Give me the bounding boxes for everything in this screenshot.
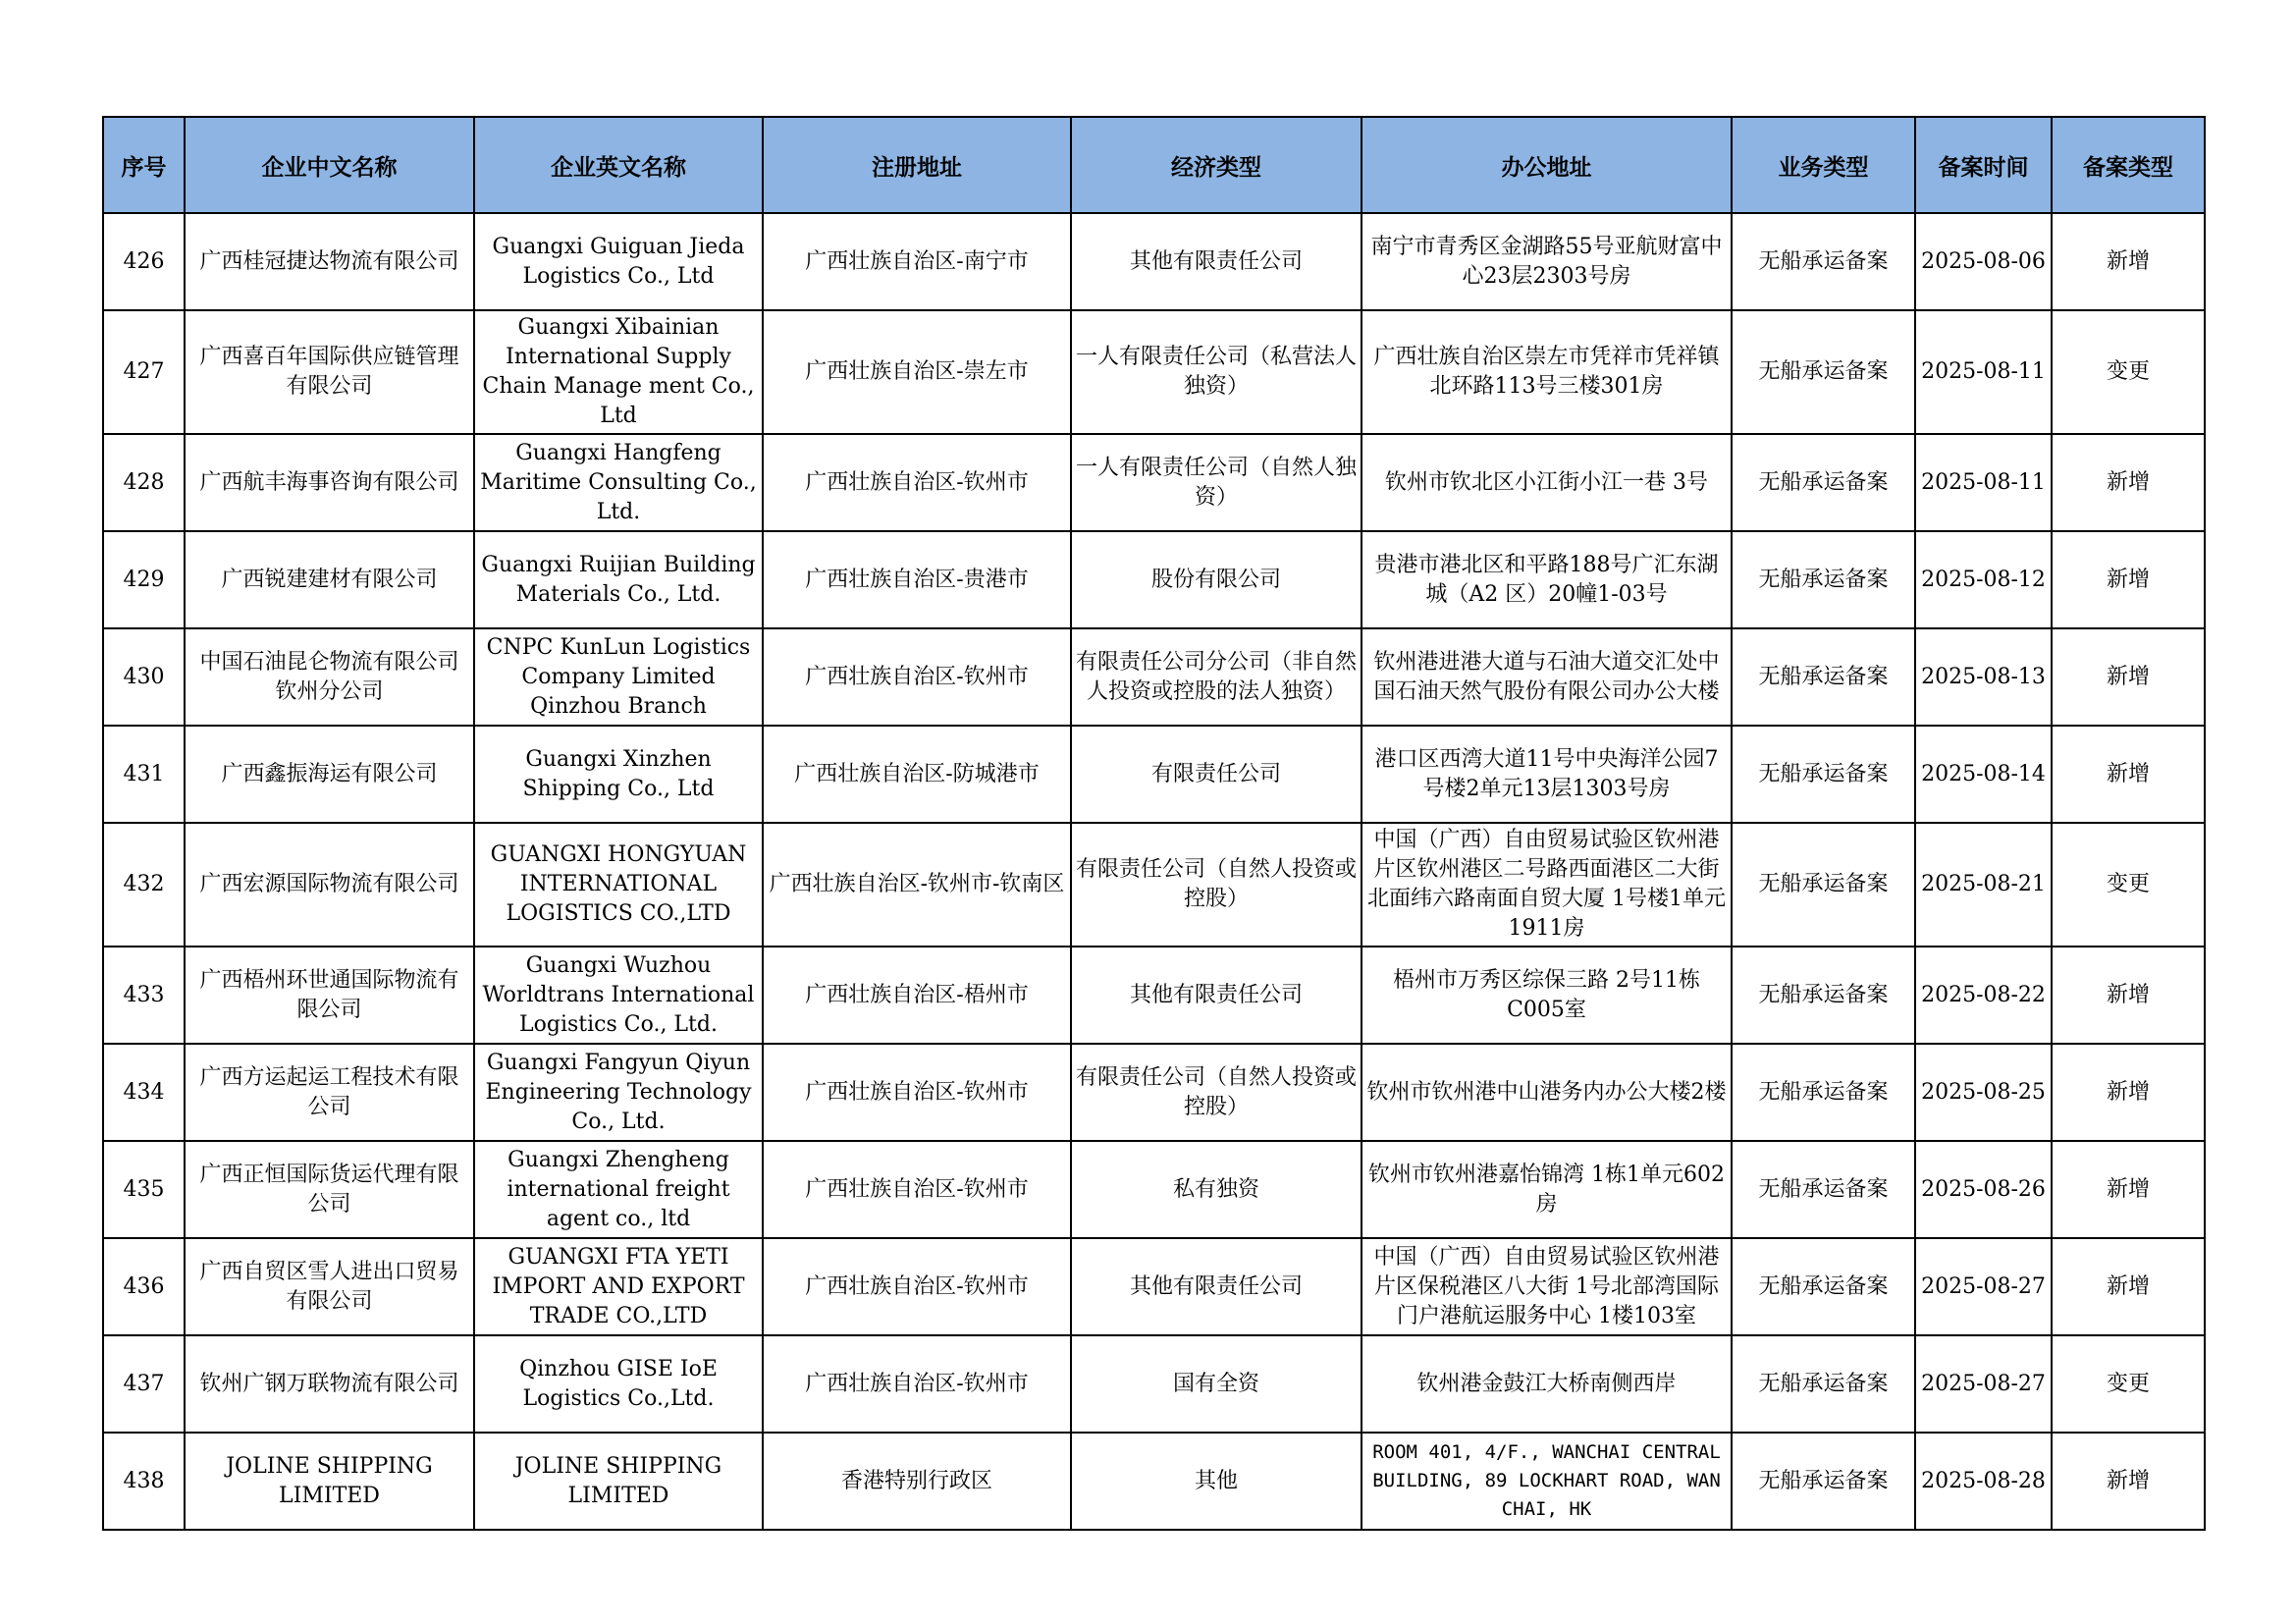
table-row bbox=[103, 310, 2205, 434]
header-seq: 序号 bbox=[103, 117, 185, 213]
table-row bbox=[103, 434, 2205, 531]
cell-filing-type: 新增 bbox=[2052, 1433, 2205, 1530]
cell-reg-address: 广西壮族自治区-防城港市 bbox=[763, 726, 1071, 823]
cell-cn-name: 广西鑫振海运有限公司 bbox=[185, 726, 474, 823]
cell-en-name: GUANGXI FTA YETI IMPORT AND EXPORT TRADE CO.,LTD bbox=[474, 1238, 763, 1335]
cell-filing-date: 2025-08-21 bbox=[1915, 823, 2052, 947]
cell-econ-type: 有限责任公司（自然人投资或控股） bbox=[1071, 1044, 1362, 1141]
cell-business-type: 无船承运备案 bbox=[1732, 823, 1915, 947]
cell-filing-type: 新增 bbox=[2052, 434, 2205, 531]
cell-reg-address: 广西壮族自治区-钦州市 bbox=[763, 1335, 1071, 1433]
table-row bbox=[103, 1335, 2205, 1433]
table-row bbox=[103, 1141, 2205, 1238]
cell-seq: 436 bbox=[103, 1238, 185, 1335]
cell-filing-date: 2025-08-27 bbox=[1915, 1335, 2052, 1433]
cell-econ-type: 一人有限责任公司（私营法人独资） bbox=[1071, 310, 1362, 434]
cell-filing-type: 变更 bbox=[2052, 1335, 2205, 1433]
cell-seq: 428 bbox=[103, 434, 185, 531]
cell-business-type: 无船承运备案 bbox=[1732, 213, 1915, 310]
cell-cn-name: 中国石油昆仑物流有限公司钦州分公司 bbox=[185, 628, 474, 726]
cell-econ-type: 其他 bbox=[1071, 1433, 1362, 1530]
cell-filing-date: 2025-08-28 bbox=[1915, 1433, 2052, 1530]
cell-office-address: 港口区西湾大道11号中央海洋公园7号楼2单元13层1303号房 bbox=[1362, 726, 1732, 823]
cell-filing-type: 新增 bbox=[2052, 1044, 2205, 1141]
cell-econ-type: 有限责任公司分公司（非自然人投资或控股的法人独资） bbox=[1071, 628, 1362, 726]
cell-cn-name: JOLINE SHIPPING LIMITED bbox=[185, 1433, 474, 1530]
cell-reg-address: 香港特别行政区 bbox=[763, 1433, 1071, 1530]
cell-office-address: 中国（广西）自由贸易试验区钦州港片区保税港区八大街 1号北部湾国际门户港航运服务中心 1楼103室 bbox=[1362, 1238, 1732, 1335]
cell-business-type: 无船承运备案 bbox=[1732, 434, 1915, 531]
cell-filing-date: 2025-08-06 bbox=[1915, 213, 2052, 310]
cell-filing-date: 2025-08-11 bbox=[1915, 310, 2052, 434]
cell-office-address: 钦州市钦州港中山港务内办公大楼2楼 bbox=[1362, 1044, 1732, 1141]
cell-cn-name: 广西锐建建材有限公司 bbox=[185, 531, 474, 628]
cell-business-type: 无船承运备案 bbox=[1732, 310, 1915, 434]
cell-en-name: Guangxi Hangfeng Maritime Consulting Co., Ltd. bbox=[474, 434, 763, 531]
cell-filing-date: 2025-08-12 bbox=[1915, 531, 2052, 628]
cell-reg-address: 广西壮族自治区-钦州市 bbox=[763, 1141, 1071, 1238]
cell-filing-type: 新增 bbox=[2052, 628, 2205, 726]
cell-reg-address: 广西壮族自治区-钦州市-钦南区 bbox=[763, 823, 1071, 947]
cell-filing-type: 新增 bbox=[2052, 531, 2205, 628]
cell-filing-type: 新增 bbox=[2052, 1141, 2205, 1238]
cell-office-address: ROOM 401, 4/F., WANCHAI CENTRAL BUILDING, 89 LOCKHART ROAD, WAN CHAI, HK bbox=[1362, 1433, 1732, 1530]
cell-seq: 438 bbox=[103, 1433, 185, 1530]
cell-business-type: 无船承运备案 bbox=[1732, 1433, 1915, 1530]
cell-filing-type: 新增 bbox=[2052, 1238, 2205, 1335]
cell-business-type: 无船承运备案 bbox=[1732, 947, 1915, 1044]
cell-filing-date: 2025-08-22 bbox=[1915, 947, 2052, 1044]
cell-econ-type: 其他有限责任公司 bbox=[1071, 213, 1362, 310]
cell-econ-type: 其他有限责任公司 bbox=[1071, 947, 1362, 1044]
cell-econ-type: 有限责任公司 bbox=[1071, 726, 1362, 823]
table-row bbox=[103, 531, 2205, 628]
header-filing-type: 备案类型 bbox=[2052, 117, 2205, 213]
cell-filing-type: 变更 bbox=[2052, 310, 2205, 434]
cell-en-name: Guangxi Xinzhen Shipping Co., Ltd bbox=[474, 726, 763, 823]
cell-office-address: 钦州港进港大道与石油大道交汇处中国石油天然气股份有限公司办公大楼 bbox=[1362, 628, 1732, 726]
cell-filing-date: 2025-08-27 bbox=[1915, 1238, 2052, 1335]
cell-cn-name: 广西宏源国际物流有限公司 bbox=[185, 823, 474, 947]
cell-en-name: Guangxi Guiguan Jieda Logistics Co., Ltd bbox=[474, 213, 763, 310]
table-row bbox=[103, 947, 2205, 1044]
cell-en-name: GUANGXI HONGYUAN INTERNATIONAL LOGISTICS CO.,LTD bbox=[474, 823, 763, 947]
cell-seq: 427 bbox=[103, 310, 185, 434]
cell-business-type: 无船承运备案 bbox=[1732, 1141, 1915, 1238]
cell-filing-date: 2025-08-14 bbox=[1915, 726, 2052, 823]
cell-office-address: 钦州市钦州港嘉怡锦湾 1栋1单元602房 bbox=[1362, 1141, 1732, 1238]
cell-filing-type: 新增 bbox=[2052, 726, 2205, 823]
cell-filing-date: 2025-08-13 bbox=[1915, 628, 2052, 726]
cell-econ-type: 私有独资 bbox=[1071, 1141, 1362, 1238]
cell-seq: 430 bbox=[103, 628, 185, 726]
cell-econ-type: 国有全资 bbox=[1071, 1335, 1362, 1433]
cell-seq: 426 bbox=[103, 213, 185, 310]
cell-reg-address: 广西壮族自治区-钦州市 bbox=[763, 434, 1071, 531]
cell-seq: 437 bbox=[103, 1335, 185, 1433]
table-row bbox=[103, 1044, 2205, 1141]
cell-office-address: 广西壮族自治区崇左市凭祥市凭祥镇北环路113号三楼301房 bbox=[1362, 310, 1732, 434]
cell-filing-type: 新增 bbox=[2052, 947, 2205, 1044]
header-econ-type: 经济类型 bbox=[1071, 117, 1362, 213]
cell-econ-type: 其他有限责任公司 bbox=[1071, 1238, 1362, 1335]
cell-reg-address: 广西壮族自治区-贵港市 bbox=[763, 531, 1071, 628]
cell-filing-type: 变更 bbox=[2052, 823, 2205, 947]
cell-filing-date: 2025-08-11 bbox=[1915, 434, 2052, 531]
cell-office-address: 梧州市万秀区综保三路 2号11栋C005室 bbox=[1362, 947, 1732, 1044]
cell-cn-name: 广西方运起运工程技术有限公司 bbox=[185, 1044, 474, 1141]
cell-seq: 429 bbox=[103, 531, 185, 628]
cell-business-type: 无船承运备案 bbox=[1732, 531, 1915, 628]
cell-seq: 431 bbox=[103, 726, 185, 823]
cell-reg-address: 广西壮族自治区-钦州市 bbox=[763, 628, 1071, 726]
cell-business-type: 无船承运备案 bbox=[1732, 1335, 1915, 1433]
table-row bbox=[103, 213, 2205, 310]
table-row bbox=[103, 1433, 2205, 1530]
cell-en-name: Guangxi Zhengheng international freight agent co., ltd bbox=[474, 1141, 763, 1238]
cell-office-address: 贵港市港北区和平路188号广汇东湖城（A2 区）20幢1-03号 bbox=[1362, 531, 1732, 628]
filing-table bbox=[102, 116, 2206, 1531]
cell-reg-address: 广西壮族自治区-南宁市 bbox=[763, 213, 1071, 310]
cell-en-name: Guangxi Xibainian International Supply Chain Manage ment Co., Ltd bbox=[474, 310, 763, 434]
cell-econ-type: 有限责任公司（自然人投资或控股） bbox=[1071, 823, 1362, 947]
cell-seq: 433 bbox=[103, 947, 185, 1044]
cell-seq: 432 bbox=[103, 823, 185, 947]
cell-reg-address: 广西壮族自治区-崇左市 bbox=[763, 310, 1071, 434]
cell-cn-name: 广西正恒国际货运代理有限公司 bbox=[185, 1141, 474, 1238]
cell-business-type: 无船承运备案 bbox=[1732, 726, 1915, 823]
cell-office-address: 钦州港金鼓江大桥南侧西岸 bbox=[1362, 1335, 1732, 1433]
cell-office-address: 南宁市青秀区金湖路55号亚航财富中心23层2303号房 bbox=[1362, 213, 1732, 310]
table-row bbox=[103, 628, 2205, 726]
cell-cn-name: 广西自贸区雪人进出口贸易有限公司 bbox=[185, 1238, 474, 1335]
cell-reg-address: 广西壮族自治区-梧州市 bbox=[763, 947, 1071, 1044]
cell-cn-name: 钦州广钢万联物流有限公司 bbox=[185, 1335, 474, 1433]
table-row bbox=[103, 726, 2205, 823]
header-business-type: 业务类型 bbox=[1732, 117, 1915, 213]
cell-cn-name: 广西喜百年国际供应链管理有限公司 bbox=[185, 310, 474, 434]
cell-office-address: 钦州市钦北区小江街小江一巷 3号 bbox=[1362, 434, 1732, 531]
table-row bbox=[103, 1238, 2205, 1335]
cell-cn-name: 广西梧州环世通国际物流有限公司 bbox=[185, 947, 474, 1044]
header-reg-address: 注册地址 bbox=[763, 117, 1071, 213]
cell-econ-type: 一人有限责任公司（自然人独资） bbox=[1071, 434, 1362, 531]
cell-cn-name: 广西航丰海事咨询有限公司 bbox=[185, 434, 474, 531]
cell-en-name: Guangxi Wuzhou Worldtrans International Logistics Co., Ltd. bbox=[474, 947, 763, 1044]
header-office-address: 办公地址 bbox=[1362, 117, 1732, 213]
cell-seq: 434 bbox=[103, 1044, 185, 1141]
cell-reg-address: 广西壮族自治区-钦州市 bbox=[763, 1238, 1071, 1335]
cell-filing-date: 2025-08-25 bbox=[1915, 1044, 2052, 1141]
cell-en-name: JOLINE SHIPPING LIMITED bbox=[474, 1433, 763, 1530]
cell-cn-name: 广西桂冠捷达物流有限公司 bbox=[185, 213, 474, 310]
cell-business-type: 无船承运备案 bbox=[1732, 1238, 1915, 1335]
table-header-row bbox=[103, 117, 2205, 213]
cell-seq: 435 bbox=[103, 1141, 185, 1238]
table-row bbox=[103, 823, 2205, 947]
cell-business-type: 无船承运备案 bbox=[1732, 628, 1915, 726]
cell-filing-date: 2025-08-26 bbox=[1915, 1141, 2052, 1238]
cell-en-name: CNPC KunLun Logistics Company Limited Qinzhou Branch bbox=[474, 628, 763, 726]
cell-office-address: 中国（广西）自由贸易试验区钦州港片区钦州港区二号路西面港区二大街北面纬六路南面自贸大厦 1号楼1单元1911房 bbox=[1362, 823, 1732, 947]
cell-en-name: Guangxi Ruijian Building Materials Co., Ltd. bbox=[474, 531, 763, 628]
cell-reg-address: 广西壮族自治区-钦州市 bbox=[763, 1044, 1071, 1141]
header-filing-date: 备案时间 bbox=[1915, 117, 2052, 213]
header-cn-name: 企业中文名称 bbox=[185, 117, 474, 213]
cell-business-type: 无船承运备案 bbox=[1732, 1044, 1915, 1141]
cell-econ-type: 股份有限公司 bbox=[1071, 531, 1362, 628]
header-en-name: 企业英文名称 bbox=[474, 117, 763, 213]
cell-en-name: Guangxi Fangyun Qiyun Engineering Technology Co., Ltd. bbox=[474, 1044, 763, 1141]
cell-filing-type: 新增 bbox=[2052, 213, 2205, 310]
cell-en-name: Qinzhou GISE IoE Logistics Co.,Ltd. bbox=[474, 1335, 763, 1433]
